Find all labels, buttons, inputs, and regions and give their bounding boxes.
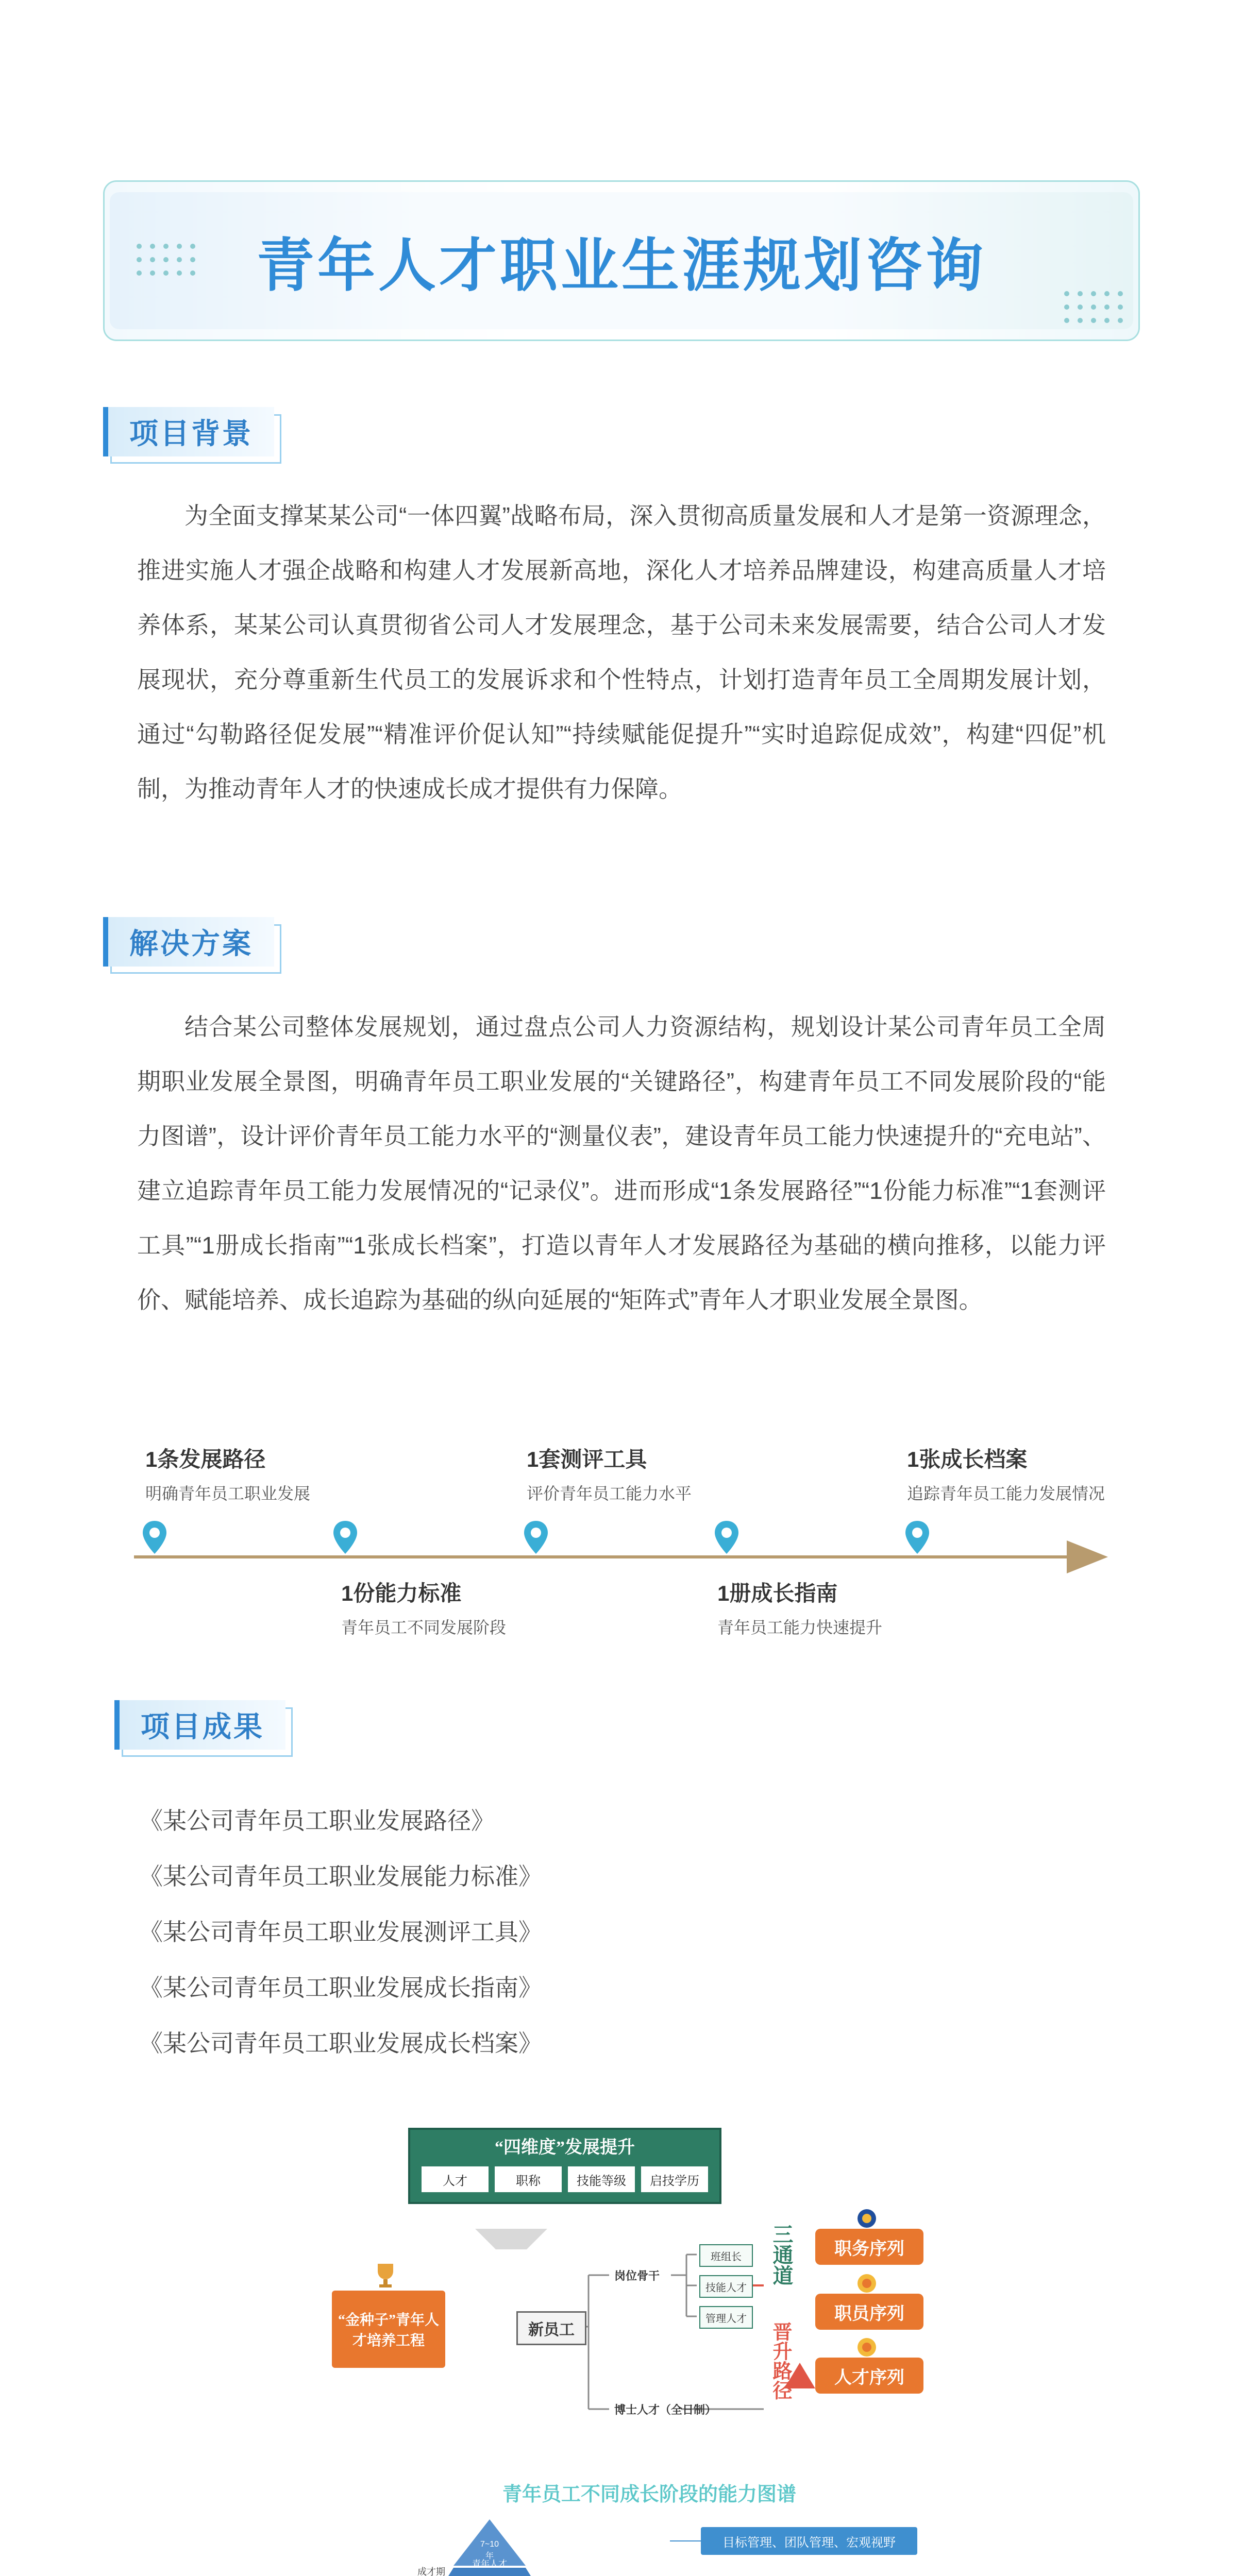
page-title: 青年人才职业生涯规划咨询 (257, 233, 986, 298)
timeline (134, 1443, 1113, 1637)
result-item: 《某公司青年员工职业发展测评工具》 (139, 1919, 542, 1945)
section-heading-label: 项目成果 (114, 1700, 285, 1750)
dimension-panel (408, 2128, 721, 2204)
timeline-item-sub: 明确青年员工职业发展 (145, 1484, 311, 1503)
timeline-item-title: 1册成长指南 (717, 1581, 838, 1605)
timeline-item-sub: 青年员工不同发展阶段 (341, 1618, 507, 1637)
competency-pyramid (309, 2463, 989, 2576)
timeline-item-sub: 青年员工能力快速提升 (717, 1618, 883, 1637)
result-item: 《某公司青年员工职业发展能力标准》 (139, 1863, 542, 1890)
result-item: 《某公司青年员工职业发展成长档案》 (139, 2030, 542, 2057)
background-paragraph (137, 488, 1106, 816)
timeline-item (717, 1577, 882, 1638)
branch-label: 岗位骨干 (614, 2269, 660, 2282)
timeline-item-sub: 评价青年员工能力水平 (527, 1484, 692, 1503)
role-box: 技能人才 (699, 2275, 753, 2298)
solution-paragraph (137, 999, 1106, 1327)
series-box: 职员序列 (815, 2294, 923, 2330)
pyramid-level-name: 青年人才 (472, 2559, 507, 2569)
branch-label: 博士人才（全日制） (614, 2403, 717, 2416)
award-icon (856, 2208, 877, 2231)
map-pin-icon (141, 1520, 169, 1556)
timeline-item (341, 1577, 506, 1638)
solution-text: 结合某公司整体发展规划，通过盘点公司人力资源结构，规划设计某公司青年员工全周期职业发展全景图，明确青年员工职业发展的“关键路径”，构建青年员工不同发展阶段的“能力图谱”，设计评价青年员工能力水平的“测量仪表”，建设青年员工能力快速提升的“充电站”、建立追踪青年员工能力发展情况的“记录仪”。进而形成“1条发展路径”“1份能力标准”“1套测评工具”“1册成长指南”“1张成长档案”，打造以青年人才发展路径为基础的横向推移，以能力评价、赋能培养、成长追踪为基础的纵向延展的“矩阵式”青年人才职业发展全景图。 (137, 1013, 1106, 1313)
timeline-item (527, 1443, 692, 1504)
award-icon (856, 2273, 877, 2296)
section-heading-background (103, 407, 274, 456)
section-heading-label: 解决方案 (103, 917, 274, 967)
results-list (139, 1793, 964, 2071)
development-path-diagram (321, 2121, 960, 2436)
role-box: 管理人才 (699, 2306, 753, 2329)
title-banner (103, 180, 1140, 341)
seed-program-box: “金种子”青年人才培养工程 (332, 2291, 445, 2368)
timeline-item-title: 1条发展路径 (145, 1447, 266, 1471)
series-box: 职务序列 (815, 2229, 923, 2265)
dimension-box: 人才 (422, 2166, 489, 2192)
dimension-header: “四维度”发展提升 (495, 2138, 635, 2157)
map-pin-icon (713, 1520, 741, 1556)
legend-connectors (670, 2535, 938, 2576)
section-heading-solution (103, 917, 274, 967)
pyramid-legend-box: 目标管理、团队管理、宏观视野 (701, 2527, 917, 2555)
timeline-item-title: 1份能力标准 (341, 1581, 462, 1605)
dimension-box: 启技学历 (641, 2166, 708, 2192)
background-text: 为全面支撑某某公司“一体四翼”战略布局，深入贯彻高质量发展和人才是第一资源理念，推进实施人才强企战略和构建人才发展新高地，深化人才培养品牌建设，构建高质量人才培养体系，某某公司认真贯彻省公司人才发展理念，基于公司未来发展需要，结合公司人才发展现状，充分尊重新生代员工的发展诉求和个性特点，计划打造青年员工全周期发展计划，通过“勾勒路径促发展”“精准评价促认知”“持续赋能促提升”“实时追踪促成效”，构建“四促”机制，为推动青年人才的快速成长成才提供有力保障。 (137, 502, 1106, 802)
pyramid-title: 青年员工不同成长阶段的能力图谱 (502, 2484, 796, 2505)
award-icon (856, 2337, 877, 2360)
new-staff-box: 新员工 (516, 2311, 586, 2345)
map-pin-icon (522, 1520, 550, 1556)
timeline-item (145, 1443, 310, 1504)
result-item: 《某公司青年员工职业发展成长指南》 (139, 1974, 542, 2001)
timeline-item-title: 1张成长档案 (907, 1447, 1028, 1471)
dimension-box: 职称 (495, 2166, 562, 2192)
role-box: 班组长 (699, 2244, 753, 2267)
timeline-item (907, 1443, 1105, 1504)
section-heading-label: 项目背景 (103, 407, 274, 456)
pyramid-stage-label: 成才期 (417, 2567, 445, 2576)
series-box: 人才序列 (815, 2358, 923, 2394)
timeline-item-sub: 追踪青年员工能力发展情况 (907, 1484, 1105, 1503)
map-pin-icon (331, 1520, 359, 1556)
dimension-box: 技能等级 (568, 2166, 635, 2192)
timeline-item-title: 1套测评工具 (527, 1447, 647, 1471)
channel-label: 三通道 (770, 2224, 793, 2285)
map-pin-icon (903, 1520, 931, 1556)
trophy-icon (370, 2260, 401, 2293)
ladder-label: 晋升路径 (769, 2321, 791, 2400)
pyramid-years: 7~10年 (480, 2540, 499, 2561)
result-item: 《某公司青年员工职业发展路径》 (139, 1807, 495, 1834)
section-heading-results (114, 1700, 285, 1750)
